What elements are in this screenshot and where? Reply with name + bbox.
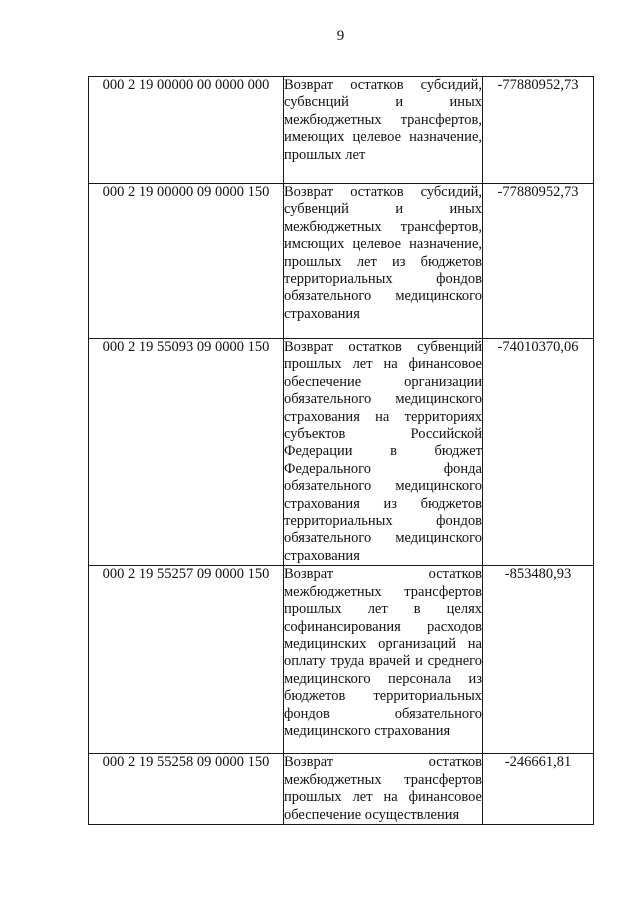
description-cell: Возврат остатков субвенций прошлых лет на финансовое обеспечение организации обязательного медицинского страхования на территориях субъектов Российской Федерации в бюджет Федерального фонда обязательного медицинского страхования из бюджетов территориальных фондов обязательного медицинского страхования — [284, 339, 482, 564]
code-cell: 000 2 19 00000 00 0000 000 — [89, 77, 284, 184]
budget-table — [88, 76, 594, 825]
description-cell: Возврат остатков межбюджетных трансфертов прошлых лет на финансовое обеспечение осуществления — [284, 754, 482, 823]
code-cell: 000 2 19 00000 09 0000 150 — [89, 184, 284, 339]
description-cell: Возврат остатков субсидий, субвенций и иных межбюджетных трансфертов, имсющих целевое назначение, прошлых лет из бюджетов территориальных фондов обязательного медицинского страхования — [284, 184, 483, 339]
amount-cell: -74010370,06 — [483, 339, 594, 566]
table-row — [89, 77, 594, 184]
code-cell: 000 2 19 55258 09 0000 150 — [89, 754, 284, 825]
amount-cell: -77880952,73 — [483, 77, 594, 184]
table-row — [89, 184, 594, 339]
amount-cell: -853480,93 — [483, 566, 594, 754]
amount-cell: -246661,81 — [483, 754, 594, 825]
code-cell: 000 2 19 55257 09 0000 150 — [89, 566, 284, 754]
amount-cell: -77880952,73 — [483, 184, 594, 339]
table-row — [89, 566, 594, 754]
description-cell: Возврат остатков межбюджетных трансфертов прошлых лет в целях софинансирования расходов медицинских организаций на оплату труда врачей и среднего медицинского персонала из бюджетов территориальных фондов обязательного медицинского страхования — [284, 566, 483, 754]
table-row — [89, 754, 594, 825]
description-cell: Возврат остатков субсидий, субвснций и иных межбюджетных трансфертов, имеющих целевое назначение, прошлых лет — [284, 77, 483, 184]
table-row — [89, 339, 594, 566]
code-cell: 000 2 19 55093 09 0000 150 — [89, 339, 284, 566]
page-number: 9 — [336, 28, 345, 44]
